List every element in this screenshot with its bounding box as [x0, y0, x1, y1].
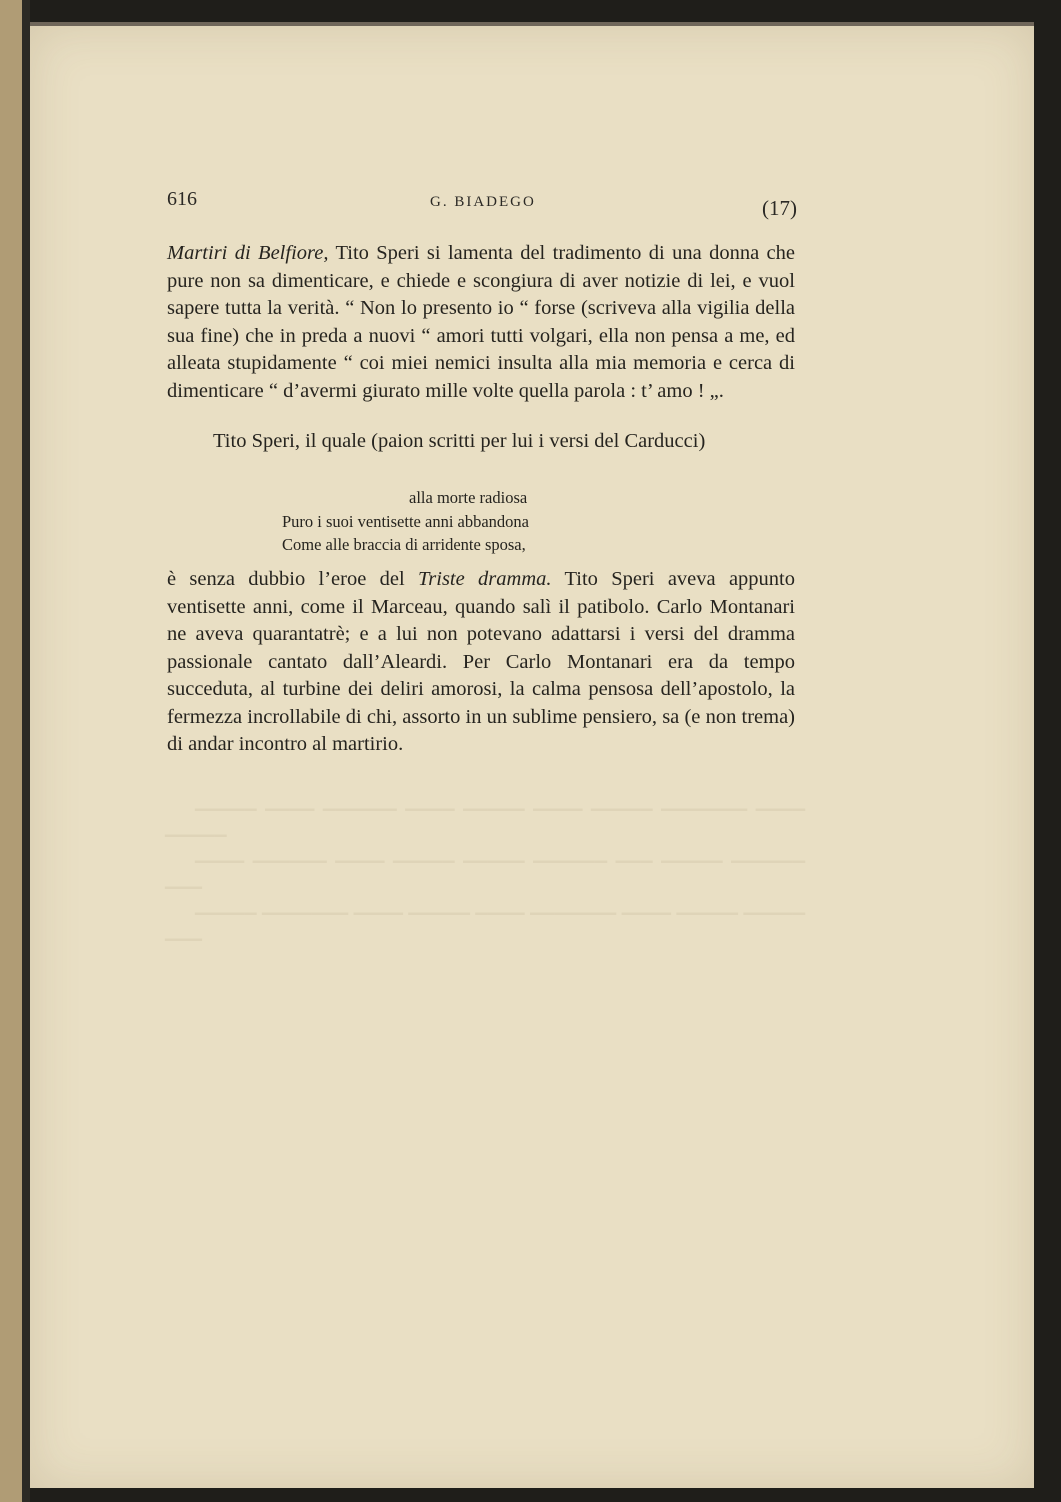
- book-gutter: [22, 0, 30, 1502]
- paragraph-3-after: Tito Speri aveva appunto ventisette anni, come il Marceau, quando salì il patibolo. Carlo Montanari ne aveva quarantatrè; e a lui non potevano adattarsi i versi del dramma passionale cantato dall’Aleardi. Per Carlo Montanari era da tempo succeduta, al turbine dei deliri amorosi, la calma pensosa dell’apostolo, la fermezza incrollabile di chi, assorto in un sublime pensiero, sa (e non trema) di andar incontro al martirio.: [167, 568, 795, 755]
- section-number: (17): [762, 196, 797, 220]
- verse-line: Puro i suoi ventisette anni abbandona: [282, 511, 529, 531]
- running-head: G. BIADEGO: [430, 194, 536, 210]
- verse-line: alla morte radiosa: [409, 488, 528, 507]
- paragraph-tito-speri: [167, 428, 795, 456]
- verse-quotation: [282, 486, 682, 557]
- paragraph-2-text: Tito Speri, il quale (paion scritti per lui i versi del Carducci): [213, 430, 706, 452]
- paragraph-1-text: Tito Speri si lamenta del tradimento di una donna che pure non sa dimenticare, e chiede e scongiura di aver notizie di lei, e vuol sapere tutta la verità. “ Non lo presento io “ forse (scriveva alla vigilia della sua fine) che in preda a nuovi “ amori tutti volgari, ella non pensa a me, ed alleata stupidamente “ coi miei nemici insulta alla mia memoria e cerca di dimenticare “ d’avermi giurato mille volte quella parola : t’ amo ! „.: [167, 242, 795, 402]
- show-through-texture: ▁▁▁▁▁ ▁▁▁▁ ▁▁▁▁▁▁ ▁▁▁▁ ▁▁▁▁▁ ▁▁▁▁ ▁▁▁▁▁ ▁▁▁▁▁▁▁ ▁▁▁▁ ▁▁▁▁▁ ▁▁▁▁ ▁▁▁▁▁▁ ▁▁▁▁ ▁▁▁▁▁ ▁▁▁▁▁ ▁▁▁▁▁▁ ▁▁▁ ▁▁▁▁▁ ▁▁▁▁▁▁ ▁▁▁ ▁▁▁▁▁ ▁▁▁▁▁▁▁ ▁▁▁▁ ▁▁▁▁▁ ▁▁▁▁ ▁▁▁▁▁▁▁ ▁▁▁▁ ▁▁▁▁▁ ▁▁▁▁▁ ▁▁▁: [165, 794, 805, 941]
- verse-line: Come alle braccia di arridente sposa,: [282, 535, 526, 554]
- page-header: [167, 188, 797, 224]
- adjacent-page-edge: [0, 0, 22, 1502]
- title-italic-martiri: Martiri di Belfiore,: [167, 242, 329, 264]
- paragraph-martiri: [167, 240, 795, 405]
- paragraph-3-before: è senza dubbio l’eroe del: [167, 568, 419, 590]
- title-italic-triste-dramma: Triste dramma.: [418, 568, 552, 590]
- page-number: 616: [167, 188, 197, 210]
- paragraph-triste-dramma: [167, 566, 795, 759]
